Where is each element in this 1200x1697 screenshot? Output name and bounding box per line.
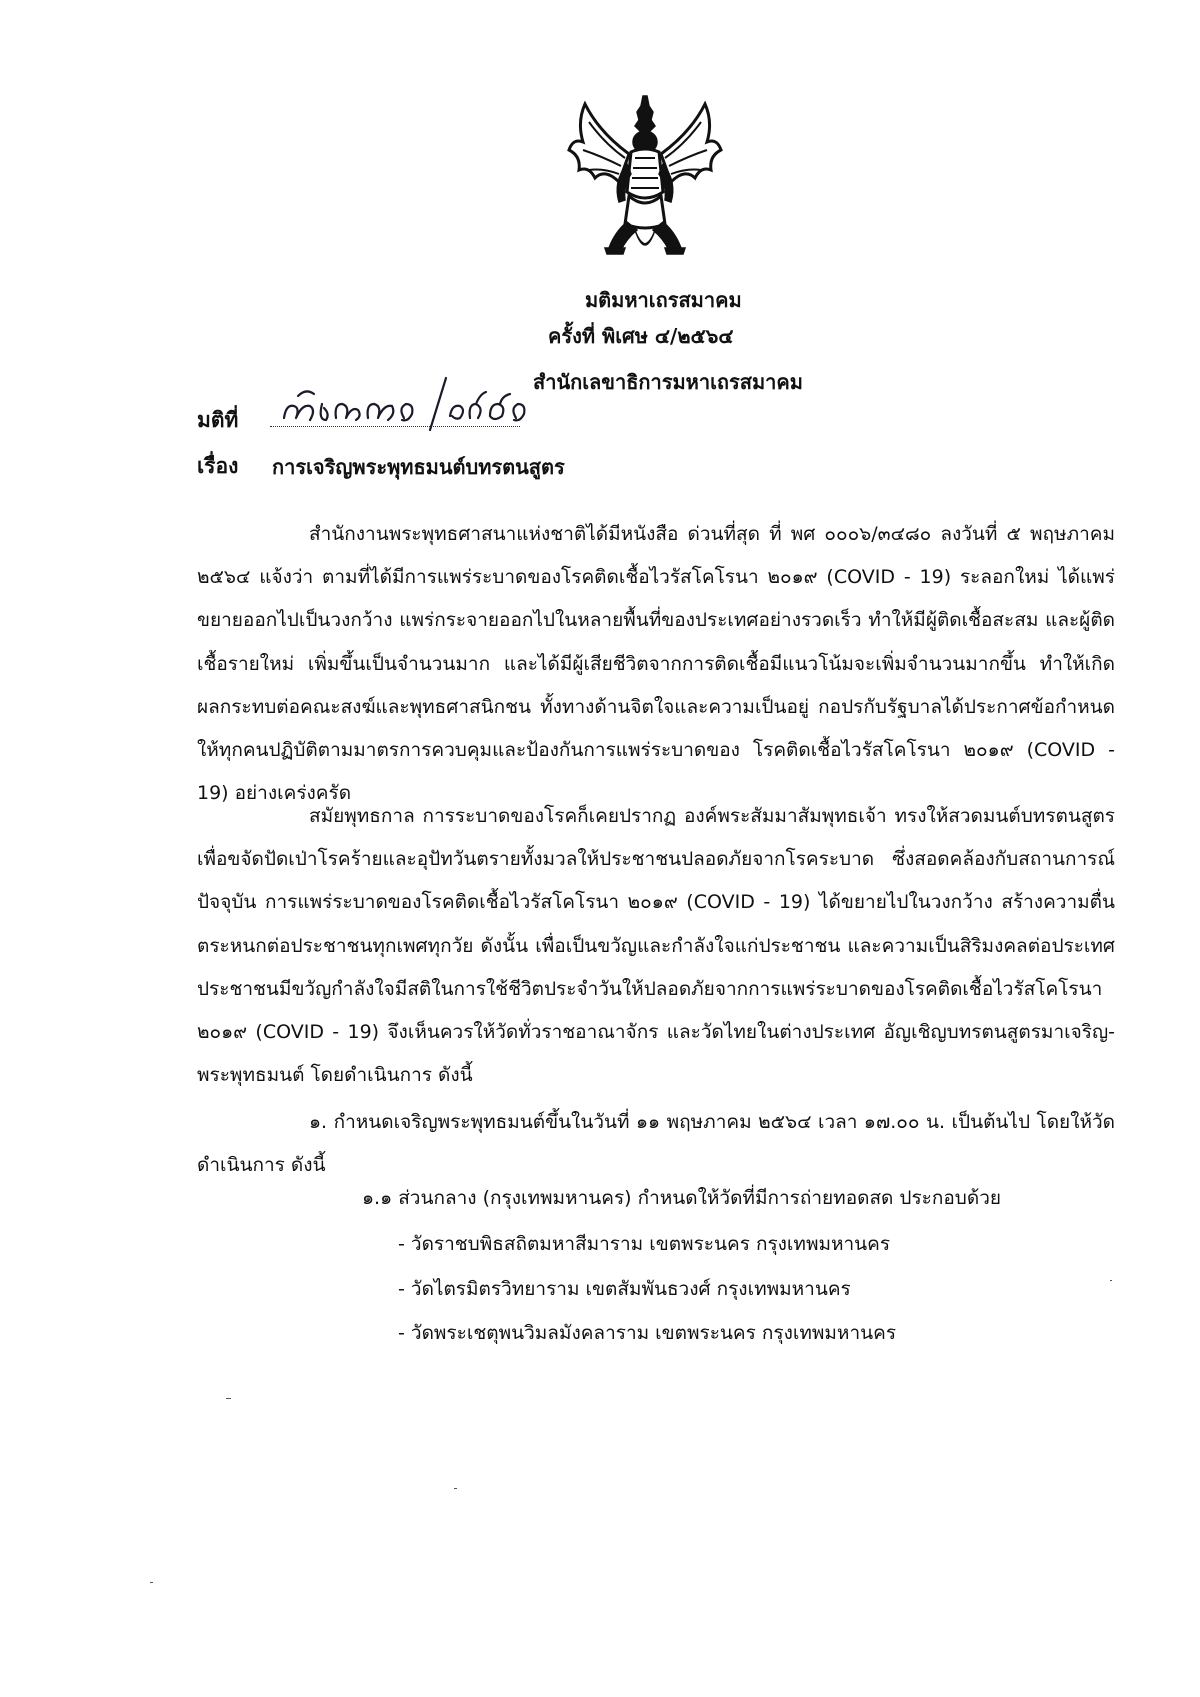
scan-speck (454, 1488, 457, 1489)
handwritten-resolution-number (280, 374, 540, 434)
scan-speck (150, 1582, 153, 1583)
subject-text: การเจริญพระพุทธมนต์บทรตนสูตร (272, 455, 565, 479)
subject-label: เรื่อง (197, 454, 239, 478)
issuing-office: สำนักเลขาธิการมหาเถรสมาคม (533, 370, 803, 394)
scan-speck (1110, 1280, 1112, 1281)
session-number: ครั้งที่ พิเศษ ๔/๒๕๖๔ (548, 324, 734, 348)
body-paragraph-3: ๑. กำหนดเจริญพระพุทธมนต์ขึ้นในวันที่ ๑๑ พฤษภาคม ๒๕๖๔ เวลา ๑๗.๐๐ น. เป็นต้นไป โดยให้วัดดำเนินการ ดังนี้ (197, 1111, 1116, 1177)
item-1-1: ๑.๑ ส่วนกลาง (กรุงเทพมหานคร) กำหนดให้วัดที่มีการถ่ายทอดสด ประกอบด้วย (362, 1187, 1002, 1209)
resolution-label: มติที่ (197, 408, 239, 432)
temple-list-item: - วัดราชบพิธสถิตมหาสีมาราม เขตพระนคร กรุงเทพมหานคร (398, 1233, 891, 1255)
temple-list-item: - วัดไตรมิตรวิทยาราม เขตสัมพันธวงศ์ กรุงเทพมหานคร (398, 1278, 851, 1300)
document-title: มติมหาเถรสมาคม (585, 288, 742, 312)
garuda-emblem-icon (565, 92, 725, 262)
temple-list-item: - วัดพระเชตุพนวิมลมังคลาราม เขตพระนคร กรุงเทพมหานคร (398, 1322, 897, 1344)
body-paragraph-2: สมัยพุทธกาล การระบาดของโรคก็เคยปรากฏ องค์พระสัมมาสัมพุทธเจ้า ทรงให้สวดมนต์บทรตนสูตร เพื่อขจัดปัดเป่าโรคร้ายและอุปัทวันตรายทั้งมวลให้ประชาชนปลอดภัยจากโรคระบาด ซึ่งสอดคล้องกับสถานการณ์ปัจจุบัน การแพร่ระบาดของโรคติดเชื้อไวรัสโคโรนา ๒๐๑๙ (COVID - 19) ได้ขยายไปในวงกว้าง สร้างความตื่นตระหนกต่อประชาชนทุกเพศทุกวัย ดังนั้น เพื่อเป็นขวัญและกำลังใจแก่ประชาชน และความเป็นสิริมงคลต่อประเทศ ประชาชนมีขวัญกำลังใจมีสติในการใช้ชีวิตประจำวันให้ปลอดภัยจากการแพร่ระบาดของโรคติดเชื้อไวรัสโคโรนา ๒๐๑๙ (COVID - 19) จึงเห็นควรให้วัดทั่วราชอาณาจักร และวัดไทยในต่างประเทศ อัญเชิญบทรตนสูตรมาเจริญ-พระพุทธมนต์ โดยดำเนินการ ดังนี้ (197, 805, 1115, 1087)
body-paragraph-1: สำนักงานพระพุทธศาสนาแห่งชาติได้มีหนังสือ ด่วนที่สุด ที่ พศ ๐๐๐๖/๓๔๘๐ ลงวันที่ ๕ พฤษภาคม ๒๕๖๔ แจ้งว่า ตามที่ได้มีการแพร่ระบาดของโรคติดเชื้อไวรัสโคโรนา ๒๐๑๙ (COVID - 19) ระลอกใหม่ ได้แพร่ขยายออกไปเป็นวงกว้าง แพร่กระจายออกไปในหลายพื้นที่ของประเทศอย่างรวดเร็ว ทำให้มีผู้ติดเชื้อสะสม และผู้ติดเชื้อรายใหม่ เพิ่มขึ้นเป็นจำนวนมาก และได้มีผู้เสียชีวิตจากการติดเชื้อมีแนวโน้มจะเพิ่มจำนวนมากขึ้น ทำให้เกิดผลกระทบต่อคณะสงฆ์และพุทธศาสนิกชน ทั้งทางด้านจิตใจและความเป็นอยู่ กอปรกับรัฐบาลได้ประกาศข้อกำหนดให้ทุกคนปฏิบัติตามมาตรการควบคุมและป้องกันการแพร่ระบาดของ โรคติดเชื้อไวรัสโคโรนา ๒๐๑๙ (COVID - 19) อย่างเคร่งครัด (197, 523, 1115, 805)
scan-speck (226, 1398, 231, 1399)
